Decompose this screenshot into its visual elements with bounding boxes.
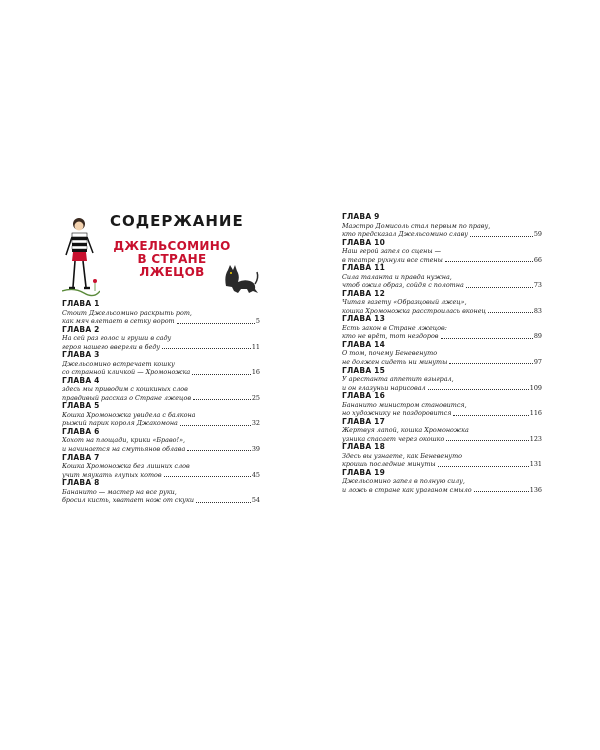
chapter-subtitle: Джельсомино запел в полную силу, [342,477,465,486]
chapter-label: ГЛАВА 9 [342,212,380,221]
chapter-subtitle: кто предсказал Джельсомино славу [342,230,468,238]
chapter-label: ГЛАВА 6 [62,426,100,436]
page-number: 66 [533,255,542,264]
dot-leader [428,389,529,390]
dot-leader [453,415,528,416]
chapter-subtitle: героя нашего ввергли в беду [62,342,161,351]
chapter-label: ГЛАВА 10 [342,237,385,247]
right-page [300,0,600,750]
chapter-subtitle: Стоит Джельсомино раскрыть рот, [62,308,192,317]
page-number: 5 [255,317,260,325]
page-number: 109 [529,383,542,392]
chapter-subtitle: узника спасает через окошко [342,434,445,443]
page-number: 116 [529,409,542,418]
dot-leader [449,363,533,364]
dot-leader [162,348,251,349]
page-number: 97 [533,357,542,366]
chapter-label: ГЛАВА 15 [342,365,385,375]
toc-entry[interactable] [342,213,542,239]
toc-entry[interactable] [342,290,542,316]
chapter-subtitle: как мяч влетает в сетку ворот [62,317,175,325]
page-number: 25 [251,393,260,402]
dot-leader [192,374,251,375]
dot-leader [193,399,251,400]
chapter-label: ГЛАВА 7 [62,452,100,462]
page-number: 32 [251,419,260,428]
chapter-label: ГЛАВА 13 [342,314,385,324]
chapter-subtitle: бросил кисть, хватает нож от скуки [62,496,194,505]
chapter-label: ГЛАВА 5 [62,401,100,411]
chapter-subtitle: со странной кличкой — Хромоножка [62,368,191,377]
boy-figure-icon [62,215,100,297]
chapter-subtitle: кроишь последние минуты [342,460,436,469]
page-number: 83 [533,306,542,315]
chapter-label: ГЛАВА 2 [62,324,100,334]
chapter-subtitle: здесь мы приводим с кошкиных слов [62,385,188,394]
chapter-label: ГЛАВА 1 [62,299,100,308]
chapter-subtitle: Наш герой запел со сцены — [342,247,441,256]
toc-entry[interactable] [342,392,542,418]
dot-leader [164,476,251,477]
toc-entry[interactable] [62,479,260,505]
toc-entry[interactable] [342,239,542,265]
page-number: 39 [251,444,260,453]
dot-leader [474,491,529,492]
chapter-subtitle: и начинается на смутьянов облава [62,444,186,453]
toc-entry[interactable] [342,469,542,495]
chapter-label: ГЛАВА 16 [342,391,385,401]
chapter-subtitle: Читая газету «Образцовый лжец», [342,298,467,307]
toc-entry[interactable] [62,402,260,428]
dot-leader [441,338,533,339]
chapter-subtitle: кошка Хромоножка расстроилась вконец [342,306,486,315]
chapter-label: ГЛАВА 3 [62,350,100,360]
toc-left-column [62,300,260,505]
chapter-label: ГЛАВА 17 [342,416,385,426]
dot-leader [196,502,251,503]
chapter-label: ГЛАВА 19 [342,467,385,477]
chapter-subtitle: Кошка Хромоножка увидела с балкона [62,410,196,419]
toc-entry[interactable] [62,326,260,352]
dot-leader [445,261,533,262]
toc-entry[interactable] [342,341,542,367]
contents-title: СОДЕРЖАНИЕ [110,212,244,230]
dot-leader [187,450,251,451]
toc-entry[interactable] [342,418,542,444]
chapter-subtitle: Джельсомино встречает кошку [62,359,175,368]
chapter-subtitle: но художнику не поздоровится [342,409,452,418]
chapter-subtitle: Есть закон в Стране лжецов: [342,323,447,332]
chapter-subtitle: Жертвуя лапой, кошка Хромоножка [342,426,469,435]
toc-entry[interactable] [342,443,542,469]
chapter-subtitle: рыжий парик короля Джакомона [62,419,178,428]
dot-leader [466,287,533,288]
chapter-subtitle: Хохот на площади, крики «Браво!», [62,436,186,445]
book-title-line: ЛЖЕЦОВ [139,265,205,279]
book-title-line: ДЖЕЛЬСОМИНО [113,239,231,253]
chapter-label: ГЛАВА 18 [342,442,385,452]
dot-leader [438,466,529,467]
toc-entry[interactable] [342,367,542,393]
page-number: 16 [251,368,260,377]
chapter-subtitle: правдивый рассказ о Стране лжецов [62,393,192,402]
chapter-subtitle: Бананито — мастер на все руки, [62,487,177,496]
book-title [112,240,232,279]
toc-entry[interactable] [62,428,260,454]
page-number: 131 [529,460,542,469]
chapter-subtitle: Сила таланта и правда нужна, [342,272,452,281]
chapter-subtitle: кто не врёт, тот нездоров [342,332,439,341]
page-number: 123 [529,434,542,443]
chapter-subtitle: Здесь вы узнаете, как Беневенуто [342,451,463,460]
chapter-subtitle: в театре рухнули все стены [342,255,443,264]
chapter-subtitle: У арестанта аппетит взыграл, [342,375,454,384]
toc-entry[interactable] [342,315,542,341]
page-number: 45 [251,470,260,479]
toc-entry[interactable] [62,454,260,480]
page-number: 11 [251,342,260,351]
chapter-label: ГЛАВА 14 [342,339,385,349]
toc-entry[interactable] [62,300,260,326]
chapter-label: ГЛАВА 12 [342,288,385,298]
dot-leader [488,312,533,313]
page-number: 59 [533,230,542,238]
chapter-subtitle: чтоб ожил образ, сойдя с полотна [342,281,464,290]
page-number: 136 [529,485,542,494]
chapter-subtitle: Бананито министром становится, [342,400,467,409]
toc-entry[interactable] [62,377,260,403]
toc-entry[interactable] [62,351,260,377]
chapter-subtitle: На сей раз голос и груши в саду [62,334,172,343]
chapter-subtitle: и ложь в стране как ураганом смыло [342,485,472,494]
page-number: 89 [533,332,542,341]
cat-icon [222,262,260,294]
chapter-label: ГЛАВА 4 [62,375,100,385]
dot-leader [446,440,528,441]
chapter-label: ГЛАВА 11 [342,263,385,273]
book-title-line: В СТРАНЕ [137,252,207,266]
page-number: 54 [251,496,260,505]
chapter-subtitle: и он глазуньи нарисовал [342,383,426,392]
toc-right-column [342,213,542,495]
chapter-subtitle: не должен сидеть ни минуты [342,357,448,366]
chapter-label: ГЛАВА 8 [62,478,100,488]
dot-leader [470,236,533,237]
chapter-subtitle: О том, почему Беневенуто [342,349,438,358]
chapter-subtitle: учит мяукать глупых котов [62,470,162,479]
chapter-subtitle: Маэстро Домисоль стал первым по праву, [342,221,491,230]
toc-entry[interactable] [342,264,542,290]
dot-leader [177,323,255,324]
dot-leader [180,425,251,426]
chapter-subtitle: Кошка Хромоножка без лишних слов [62,462,190,471]
page-number: 73 [533,281,542,290]
